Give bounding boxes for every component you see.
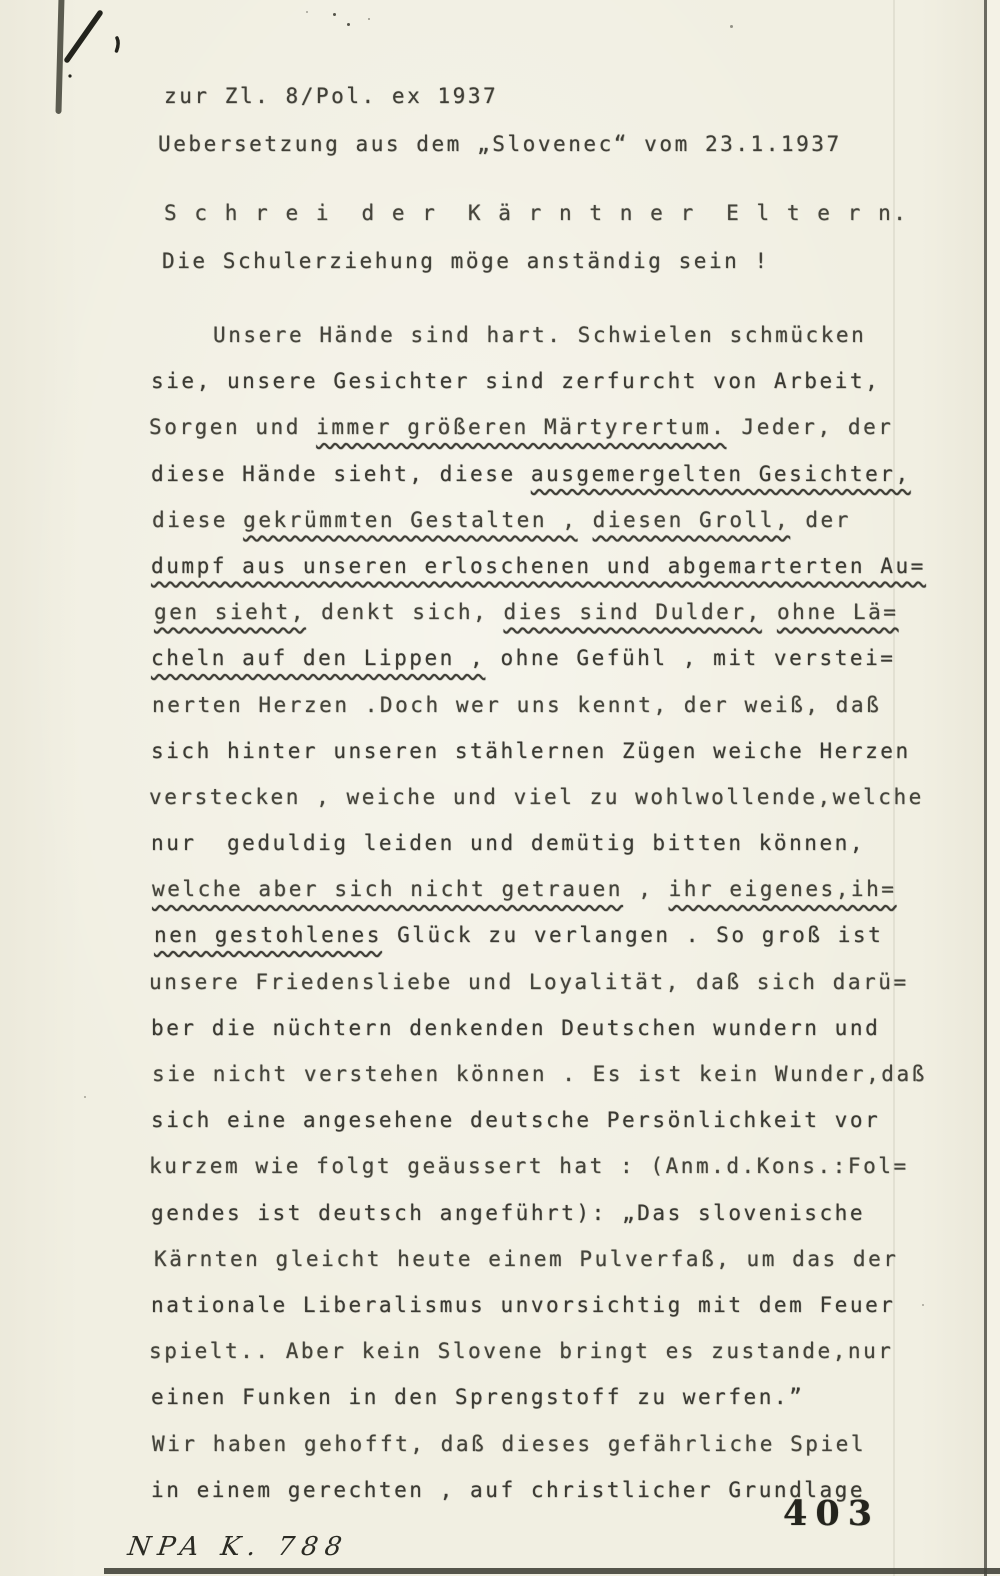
- body-line: Unsere Hände sind hart. Schwielen schmücken: [213, 323, 867, 347]
- body-line: unsere Friedensliebe und Loyalität, daß sich darü=: [149, 969, 909, 994]
- body-line: sie, unsere Gesichter sind zerfurcht von Arbeit,: [151, 369, 881, 394]
- document-title: S c h r e i d e r K ä r n t n e r E l t e r n.: [164, 201, 909, 225]
- translation-source-line: Uebersetzung aus dem „Slovenec“ vom 23.1.1937: [158, 132, 842, 156]
- hand-underline: ohne Lä=: [776, 600, 899, 625]
- body-line: nen gestohlenes Glück zu verlangen . So groß ist: [154, 923, 884, 948]
- body-line: nationale Liberalismus unvorsichtig mit dem Feuer: [151, 1292, 896, 1317]
- body-line: welche aber sich nicht getrauen , ihr eigenes,ih=: [152, 877, 897, 902]
- hand-underline: gekrümmten Gestalten ,: [243, 507, 578, 532]
- document-body: [151, 312, 926, 1513]
- archive-signature-handwritten: NPA K. 788: [125, 1532, 351, 1562]
- body-line: ber die nüchtern denkenden Deutschen wundern und: [151, 1015, 881, 1040]
- body-line: sie nicht verstehen können . Es ist kein Wunder,daß: [152, 1062, 927, 1086]
- body-line: in einem gerechten , auf christlicher Grundlage: [151, 1477, 866, 1502]
- body-line: nerten Herzen .Doch wer uns kennt, der weiß, daß: [152, 692, 882, 717]
- body-line: spielt.. Aber kein Slovene bringt es zustande,nur: [149, 1339, 894, 1364]
- body-line: gendes ist deutsch angeführt): „Das slovenische: [151, 1200, 866, 1225]
- body-line: sich hinter unseren stählernen Zügen weiche Herzen: [151, 738, 911, 763]
- reference-number-line: zur Zl. 8/Pol. ex 1937: [164, 84, 499, 108]
- hand-underline: ihr eigenes,ih=: [668, 877, 897, 902]
- body-line: diese Hände sieht, diese ausgemergelten Gesichter,: [151, 461, 911, 486]
- body-line: sich eine angesehene deutsche Persönlichkeit vor: [151, 1108, 881, 1133]
- paper-speck: [306, 11, 308, 13]
- document-subtitle: Die Schulerziehung möge anständig sein !: [162, 249, 770, 273]
- paper-speck: [347, 23, 350, 26]
- page-number-stamp: 403: [783, 1493, 881, 1534]
- scan-edge-line-right: [984, 0, 987, 1576]
- body-line: cheln auf den Lippen , ohne Gefühl , mit verstei=: [151, 646, 896, 671]
- handwritten-slash-mark: [55, 2, 145, 92]
- body-line: kurzem wie folgt geäussert hat : (Anm.d.Kons.:Fol=: [149, 1154, 909, 1179]
- hand-underline: diesen Groll,: [592, 507, 791, 532]
- hand-underline: welche aber sich nicht getrauen: [152, 877, 623, 902]
- body-line: diese gekrümmten Gestalten , diesen Groll, der: [152, 507, 851, 532]
- body-line: Kärnten gleicht heute einem Pulverfaß, um das der: [154, 1246, 899, 1271]
- hand-underline: dumpf aus unseren erloschenen und abgemarterten Au=: [151, 553, 926, 578]
- body-line: Wir haben gehofft, daß dieses gefährliche Spiel: [152, 1431, 867, 1456]
- hand-underline: ausgemergelten Gesichter,: [530, 461, 911, 486]
- paper-speck: [730, 25, 733, 28]
- paper-speck: [84, 1096, 86, 1098]
- body-line: gen sieht, denkt sich, dies sind Dulder, ohne Lä=: [154, 600, 899, 625]
- body-line: [151, 543, 926, 589]
- paper-speck: [333, 13, 336, 16]
- body-line: einen Funken in den Sprengstoff zu werfen.”: [151, 1385, 805, 1410]
- body-line: verstecken , weiche und viel zu wohlwollende,welche: [149, 784, 924, 809]
- hand-underline: gen sieht,: [154, 600, 306, 625]
- body-line: Sorgen und immer größeren Märtyrertum. Jeder, der: [149, 415, 894, 440]
- body-line: nur geduldig leiden und demütig bitten können,: [151, 831, 866, 856]
- scan-margin-strip: [987, 0, 1000, 1576]
- hand-underline: dies sind Dulder,: [503, 600, 762, 625]
- hand-underline: nen gestohlenes: [154, 923, 382, 948]
- hand-underline: cheln auf den Lippen ,: [151, 646, 486, 671]
- scan-edge-line-bottom: [104, 1568, 1000, 1574]
- hand-underline: immer größeren Märtyrertum.: [316, 415, 727, 440]
- paper-speck: [368, 18, 370, 20]
